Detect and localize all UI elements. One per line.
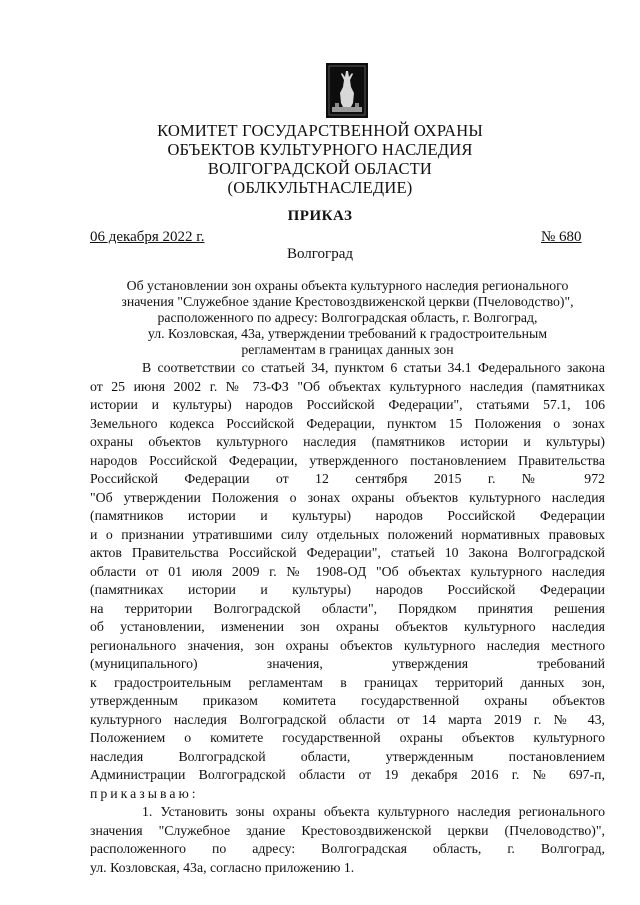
body-line: об установлении, изменении зон охраны объектов культурного наследия: [90, 619, 605, 634]
body-line: от 25 июня 2002 г. № 73-ФЗ "Об объектах культурного наследия (памятниках: [90, 378, 605, 394]
body-line: Земельного кодекса Российской Федерации, пунктом 15 Положения о зонах: [90, 415, 605, 431]
order-date: 06 декабря 2022 г.: [90, 229, 205, 245]
body-line: и о признании утратившими силу отдельных положений нормативных правовых: [90, 526, 605, 542]
body-line: (муниципального) значения, утверждения требований: [90, 656, 605, 671]
subject-line: значения "Служебное здание Крестовоздвиженской церкви (Пчеловодство)",: [121, 294, 574, 309]
order-subject: [90, 278, 605, 358]
subject-line: регламентам в границах данных зон: [241, 342, 454, 357]
order-title: ПРИКАЗ: [287, 208, 353, 224]
subject-line: ул. Козловская, 43а, утверждении требований к градостроительным: [147, 326, 548, 341]
body-line: истории и культуры) народов Российской Федерации", статьями 57.1, 106: [90, 397, 605, 412]
body-line: "Об утверждении Положения о зонах охраны объектов культурного наследия: [90, 489, 605, 505]
body-line: области от 01 июля 2009 г. № 1908-ОД "Об объектах культурного наследия: [90, 563, 605, 579]
body-line: народов Российской Федерации, утвержденного постановлением Правительства: [90, 452, 605, 468]
body-line: охраны объектов культурного наследия (памятников истории и культуры): [90, 434, 605, 449]
item-line: 1. Установить зоны охраны объекта культурного наследия регионального: [142, 804, 605, 819]
committee-name: [0, 121, 640, 197]
body-line: (памятников истории и культуры) народов Российской Федерации: [90, 508, 605, 523]
committee-line: ВОЛГОГРАДСКОЙ ОБЛАСТИ: [207, 159, 433, 178]
body-line: Российской Федерации от 12 сентября 2015 г. № 972: [90, 471, 605, 486]
committee-line: (ОБЛКУЛЬТНАСЛЕДИЕ): [227, 178, 413, 197]
body-line: культурного наследия Волгоградской области от 14 марта 2019 г. № 43,: [90, 711, 605, 727]
item-line: расположенного по адресу: Волгоградская область, г. Волгоград,: [90, 841, 605, 856]
body-line: утвержденным приказом комитета государственной охраны объектов: [90, 693, 605, 708]
order-directive: приказываю:: [90, 785, 199, 801]
order-number: № 680: [541, 229, 582, 245]
committee-line: ОБЪЕКТОВ КУЛЬТУРНОГО НАСЛЕДИЯ: [167, 140, 473, 159]
body-line: Администрации Волгоградской области от 19 декабря 2016 г. № 697-п,: [90, 767, 605, 782]
body-line: (памятниках истории и культуры) народов Российской Федерации: [90, 582, 605, 597]
body-line: регионального значения, зон охраны объектов культурного наследия местного: [90, 637, 605, 653]
subject-line: расположенного по адресу: Волгоградская область, г. Волгоград,: [157, 310, 538, 325]
body-line: наследия Волгоградской области, утвержденным постановлением: [90, 748, 605, 764]
order-city: Волгоград: [286, 246, 353, 262]
body-line: Положением о комитете государственной охраны объектов культурного: [90, 730, 605, 745]
subject-line: Об установлении зон охраны объекта культурного наследия регионального: [126, 278, 569, 293]
committee-line: КОМИТЕТ ГОСУДАРСТВЕННОЙ ОХРАНЫ: [157, 121, 483, 140]
coat-of-arms-emblem: [326, 63, 368, 118]
item-line: значения "Служебное здание Крестовоздвиженской церкви (Пчеловодство)",: [90, 822, 605, 838]
item-line: ул. Козловская, 43а, согласно приложению 1.: [90, 859, 355, 875]
body-line: В соответствии со статьей 34, пунктом 6 статьи 34.1 Федерального закона: [142, 360, 605, 375]
body-line: к градостроительным регламентам в границах территорий данных зон,: [90, 674, 605, 690]
body-line: на территории Волгоградской области", Порядком принятия решения: [90, 600, 605, 616]
body-line: актов Правительства Российской Федерации", статьей 10 Закона Волгоградской: [90, 545, 605, 560]
order-body: [90, 359, 605, 877]
